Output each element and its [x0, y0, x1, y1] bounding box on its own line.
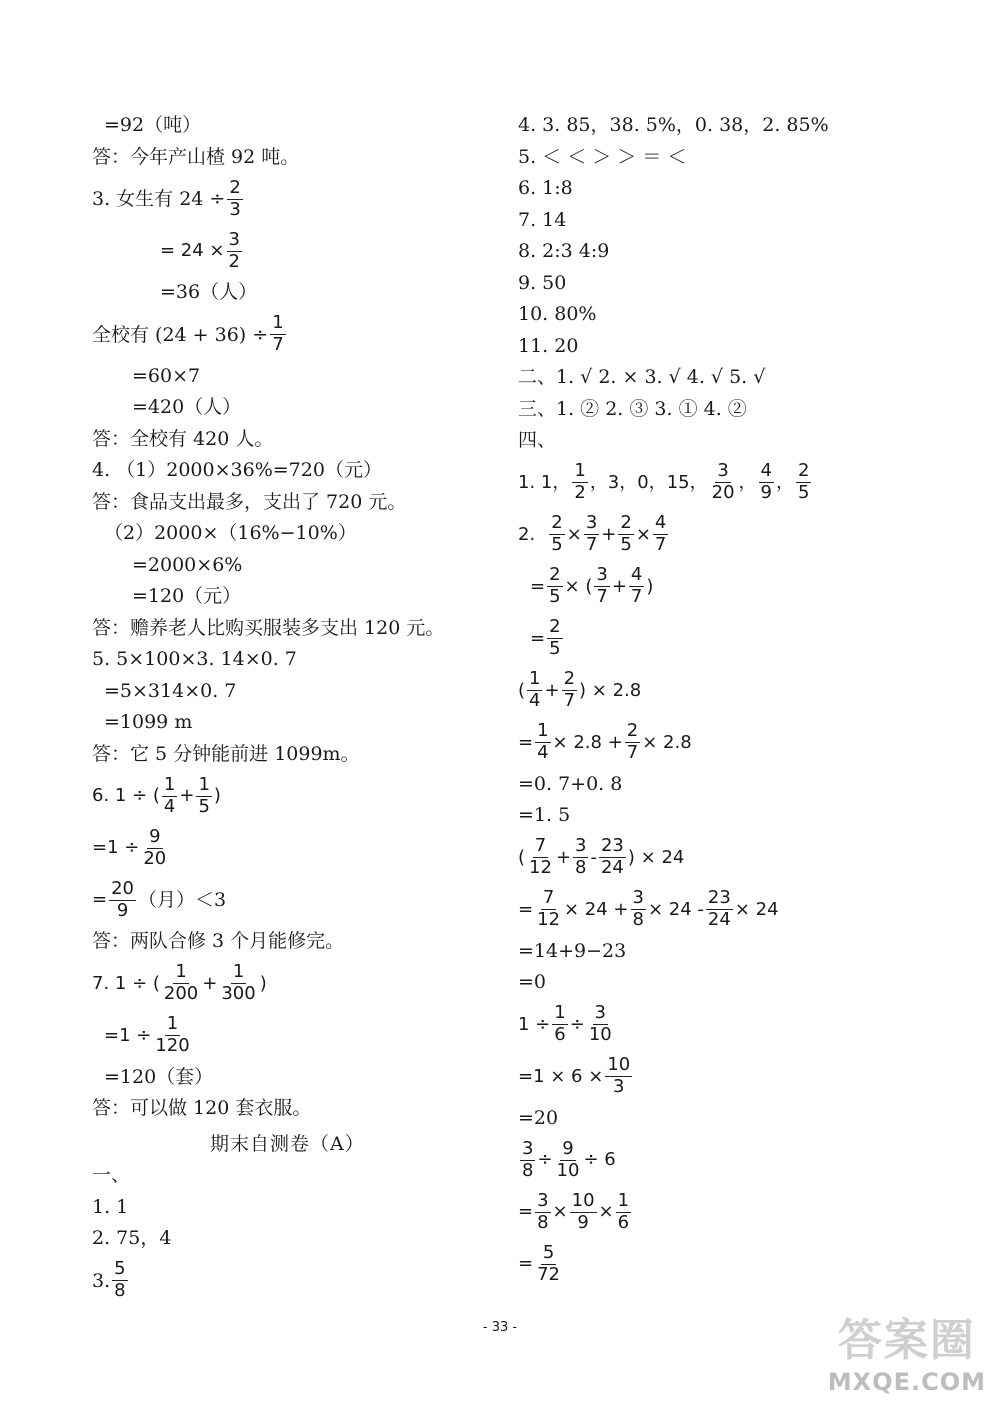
math-line: = $\frac{7}{12}$ × 24 + $\frac{3}{8}$ × 24 - $\frac{23}{24}$ × 24	[518, 887, 779, 930]
fraction: $\frac{7}{12}$	[529, 835, 552, 878]
math-line: 3. 女生有 24 ÷ $\frac{2}{3}$	[92, 176, 241, 220]
text-line: =60×7	[132, 364, 201, 387]
math-line: =1 ÷ $\frac{1}{120}$	[104, 1013, 190, 1056]
text-line: 四、	[518, 429, 557, 451]
left-column	[92, 110, 482, 1125]
text-line: 8. 2:3 4:9	[518, 240, 610, 262]
text-line: =0. 7+0. 8	[518, 772, 623, 795]
math-line: =1 × 6 × $\frac{10}{3}$	[518, 1054, 631, 1097]
fraction: $\frac{5}{72}$	[537, 1241, 560, 1285]
fraction: $\frac{1}{200}$	[163, 961, 199, 1004]
math-line: = $\frac{20}{9}$ （月）＜3	[92, 877, 227, 921]
text-line: =20	[518, 1106, 559, 1129]
fraction: $\frac{3}{8}$	[537, 1189, 549, 1233]
fraction: $\frac{1}{4}$	[163, 773, 176, 817]
math-line: =1 ÷ $\frac{9}{20}$	[92, 825, 167, 869]
watermark-logo	[828, 1304, 986, 1396]
math-line: 7. 1 ÷ ( $\frac{1}{200}$ + $\frac{1}{300}$ )	[92, 961, 267, 1004]
fraction: $\frac{2}{5}$	[549, 564, 561, 607]
fraction: $\frac{2}{5}$	[620, 512, 632, 555]
fraction: $\frac{2}{7}$	[563, 668, 576, 711]
text-line: （2）2000×（16%−10%）	[104, 522, 357, 544]
fraction: $\frac{4}{7}$	[630, 564, 643, 607]
text-line: 4. （1）2000×36%=720（元）	[92, 459, 382, 481]
text-line: 答：食品支出最多，支出了 720 元。	[92, 490, 407, 513]
fraction: $\frac{1}{6}$	[554, 1002, 566, 1045]
math-line: ( $\frac{7}{12}$ + $\frac{3}{8}$ - $\frac{23}{24}$ ) × 24	[518, 835, 685, 878]
fraction: $\frac{9}{10}$	[556, 1137, 580, 1181]
math-line: = $\frac{3}{8}$ × $\frac{10}{9}$ × $\frac{1}{6}$	[518, 1189, 630, 1233]
fraction: $\frac{9}{20}$	[143, 825, 167, 869]
text-line: =1099 m	[104, 711, 193, 733]
text-line: 1. 1	[92, 1195, 129, 1218]
text-line: =1. 5	[518, 804, 571, 826]
text-line: =420（人）	[132, 396, 242, 418]
math-line: ( $\frac{1}{4}$ + $\frac{2}{7}$ ) × 2.8	[518, 668, 642, 711]
math-line: $\frac{3}{8}$ ÷ $\frac{9}{10}$ ÷ 6	[522, 1137, 616, 1181]
math-line: = 24 × $\frac{3}{2}$	[160, 228, 240, 272]
fraction: $\frac{20}{9}$	[111, 877, 134, 921]
fraction: $\frac{3}{8}$	[632, 887, 644, 930]
fraction: $\frac{3}{8}$	[575, 835, 587, 878]
text-line: =36（人）	[160, 281, 258, 303]
fraction: $\frac{1}{6}$	[617, 1189, 630, 1233]
fraction: $\frac{1}{4}$	[529, 668, 541, 711]
left-column-bottom	[92, 1160, 482, 1307]
fraction: $\frac{5}{8}$	[114, 1258, 126, 1301]
fraction: $\frac{1}{5}$	[198, 773, 210, 817]
text-line: 二、1. √ 2. × 3. √ 4. √ 5. √	[518, 366, 766, 388]
fraction: $\frac{1}{120}$	[155, 1013, 190, 1056]
text-line: 4. 3. 85，38. 5%，0. 38，2. 85%	[518, 114, 829, 136]
right-column	[518, 110, 958, 1290]
text-line: 5. 5×100×3. 14×0. 7	[92, 648, 297, 670]
text-line: =120（套）	[104, 1065, 214, 1088]
math-line: = $\frac{1}{4}$ × 2.8 + $\frac{2}{7}$ × 2.8	[518, 720, 692, 763]
math-line: 2. $\frac{2}{5}$ × $\frac{3}{7}$ + $\frac{2}{5}$ × $\frac{4}{7}$	[518, 512, 667, 555]
math-line: 1 ÷ $\frac{1}{6}$ ÷ $\frac{3}{10}$	[518, 1002, 612, 1045]
math-line: 1. 1， $\frac{1}{2}$ ，3，0，15， $\frac{3}{20}$ ， $\frac{4}{9}$ ， $\frac{2}{5}$	[518, 460, 810, 503]
text-line: 答：可以做 120 套衣服。	[92, 1097, 312, 1119]
fraction: $\frac{3}{20}$	[711, 460, 735, 503]
fraction: $\frac{23}{24}$	[600, 835, 624, 878]
text-line: 一、	[92, 1164, 131, 1186]
fraction: $\frac{3}{2}$	[228, 228, 240, 272]
fraction: $\frac{2}{5}$	[797, 460, 810, 503]
text-line: 6. 1:8	[518, 177, 573, 199]
fraction: $\frac{4}{9}$	[760, 460, 772, 503]
text-line: =92（吨）	[104, 114, 202, 136]
fraction: $\frac{3}{8}$	[522, 1137, 534, 1181]
fraction: $\frac{1}{7}$	[272, 312, 284, 355]
text-line: 9. 50	[518, 271, 567, 294]
fraction: $\frac{2}{7}$	[626, 720, 639, 763]
text-line: 11. 20	[518, 334, 579, 357]
text-line: =0	[518, 971, 547, 993]
watermark-url: MXQE.COM	[827, 1368, 986, 1396]
watermark-text: 答案圈	[837, 1315, 976, 1366]
math-line: = $\frac{2}{5}$ × ( $\frac{3}{7}$ + $\frac{4}{7}$ )	[530, 564, 654, 607]
fraction: $\frac{2}{5}$	[549, 616, 561, 659]
text-line: 答：今年产山楂 92 吨。	[92, 145, 300, 168]
fraction: $\frac{10}{9}$	[571, 1189, 595, 1233]
text-line: =14+9−23	[518, 939, 627, 962]
text-line: 三、1. ② 2. ③ 3. ① 4. ②	[518, 397, 747, 420]
text-line: 5. ＜ ＜ ＞ ＞ ＝ ＜	[518, 145, 687, 168]
text-line: =5×314×0. 7	[104, 679, 237, 702]
fraction: $\frac{10}{3}$	[607, 1054, 631, 1097]
text-line: 答：两队合修 3 个月能修完。	[92, 930, 345, 952]
fraction: $\frac{3}{7}$	[585, 512, 598, 555]
math-line: 6. 1 ÷ ( $\frac{1}{4}$ + $\frac{1}{5}$ )	[92, 773, 221, 817]
text-line: 7. 14	[518, 208, 567, 231]
fraction: $\frac{1}{300}$	[221, 961, 256, 1004]
text-line: 10. 80%	[518, 303, 597, 325]
fraction: $\frac{1}{2}$	[574, 460, 586, 503]
fraction: $\frac{3}{7}$	[596, 564, 608, 607]
math-line: 3. $\frac{5}{8}$	[92, 1258, 126, 1301]
math-line: 全校有 (24 + 36) ÷ $\frac{1}{7}$	[92, 312, 284, 355]
fraction: $\frac{3}{10}$	[588, 1002, 612, 1045]
fraction: $\frac{4}{7}$	[654, 512, 667, 555]
math-line: = $\frac{5}{72}$	[518, 1241, 560, 1285]
text-line: =120（元）	[132, 585, 242, 607]
text-line: =2000×6%	[132, 553, 243, 576]
text-line: 答：赡养老人比购买服装多支出 120 元。	[92, 616, 445, 639]
math-line: = $\frac{2}{5}$	[530, 616, 561, 659]
text-line: 2. 75，4	[92, 1227, 172, 1249]
text-line: 答：全校有 420 人。	[92, 427, 274, 450]
fraction: $\frac{7}{12}$	[537, 887, 560, 930]
page-number: - 33 -	[482, 1320, 518, 1335]
fraction: $\frac{2}{5}$	[551, 512, 563, 555]
section-title: 期末自测卷（A）	[210, 1133, 365, 1155]
fraction: $\frac{1}{4}$	[537, 720, 549, 763]
fraction: $\frac{23}{24}$	[707, 887, 731, 930]
fraction: $\frac{2}{3}$	[229, 176, 241, 220]
text-line: 答：它 5 分钟能前进 1099m。	[92, 742, 360, 765]
